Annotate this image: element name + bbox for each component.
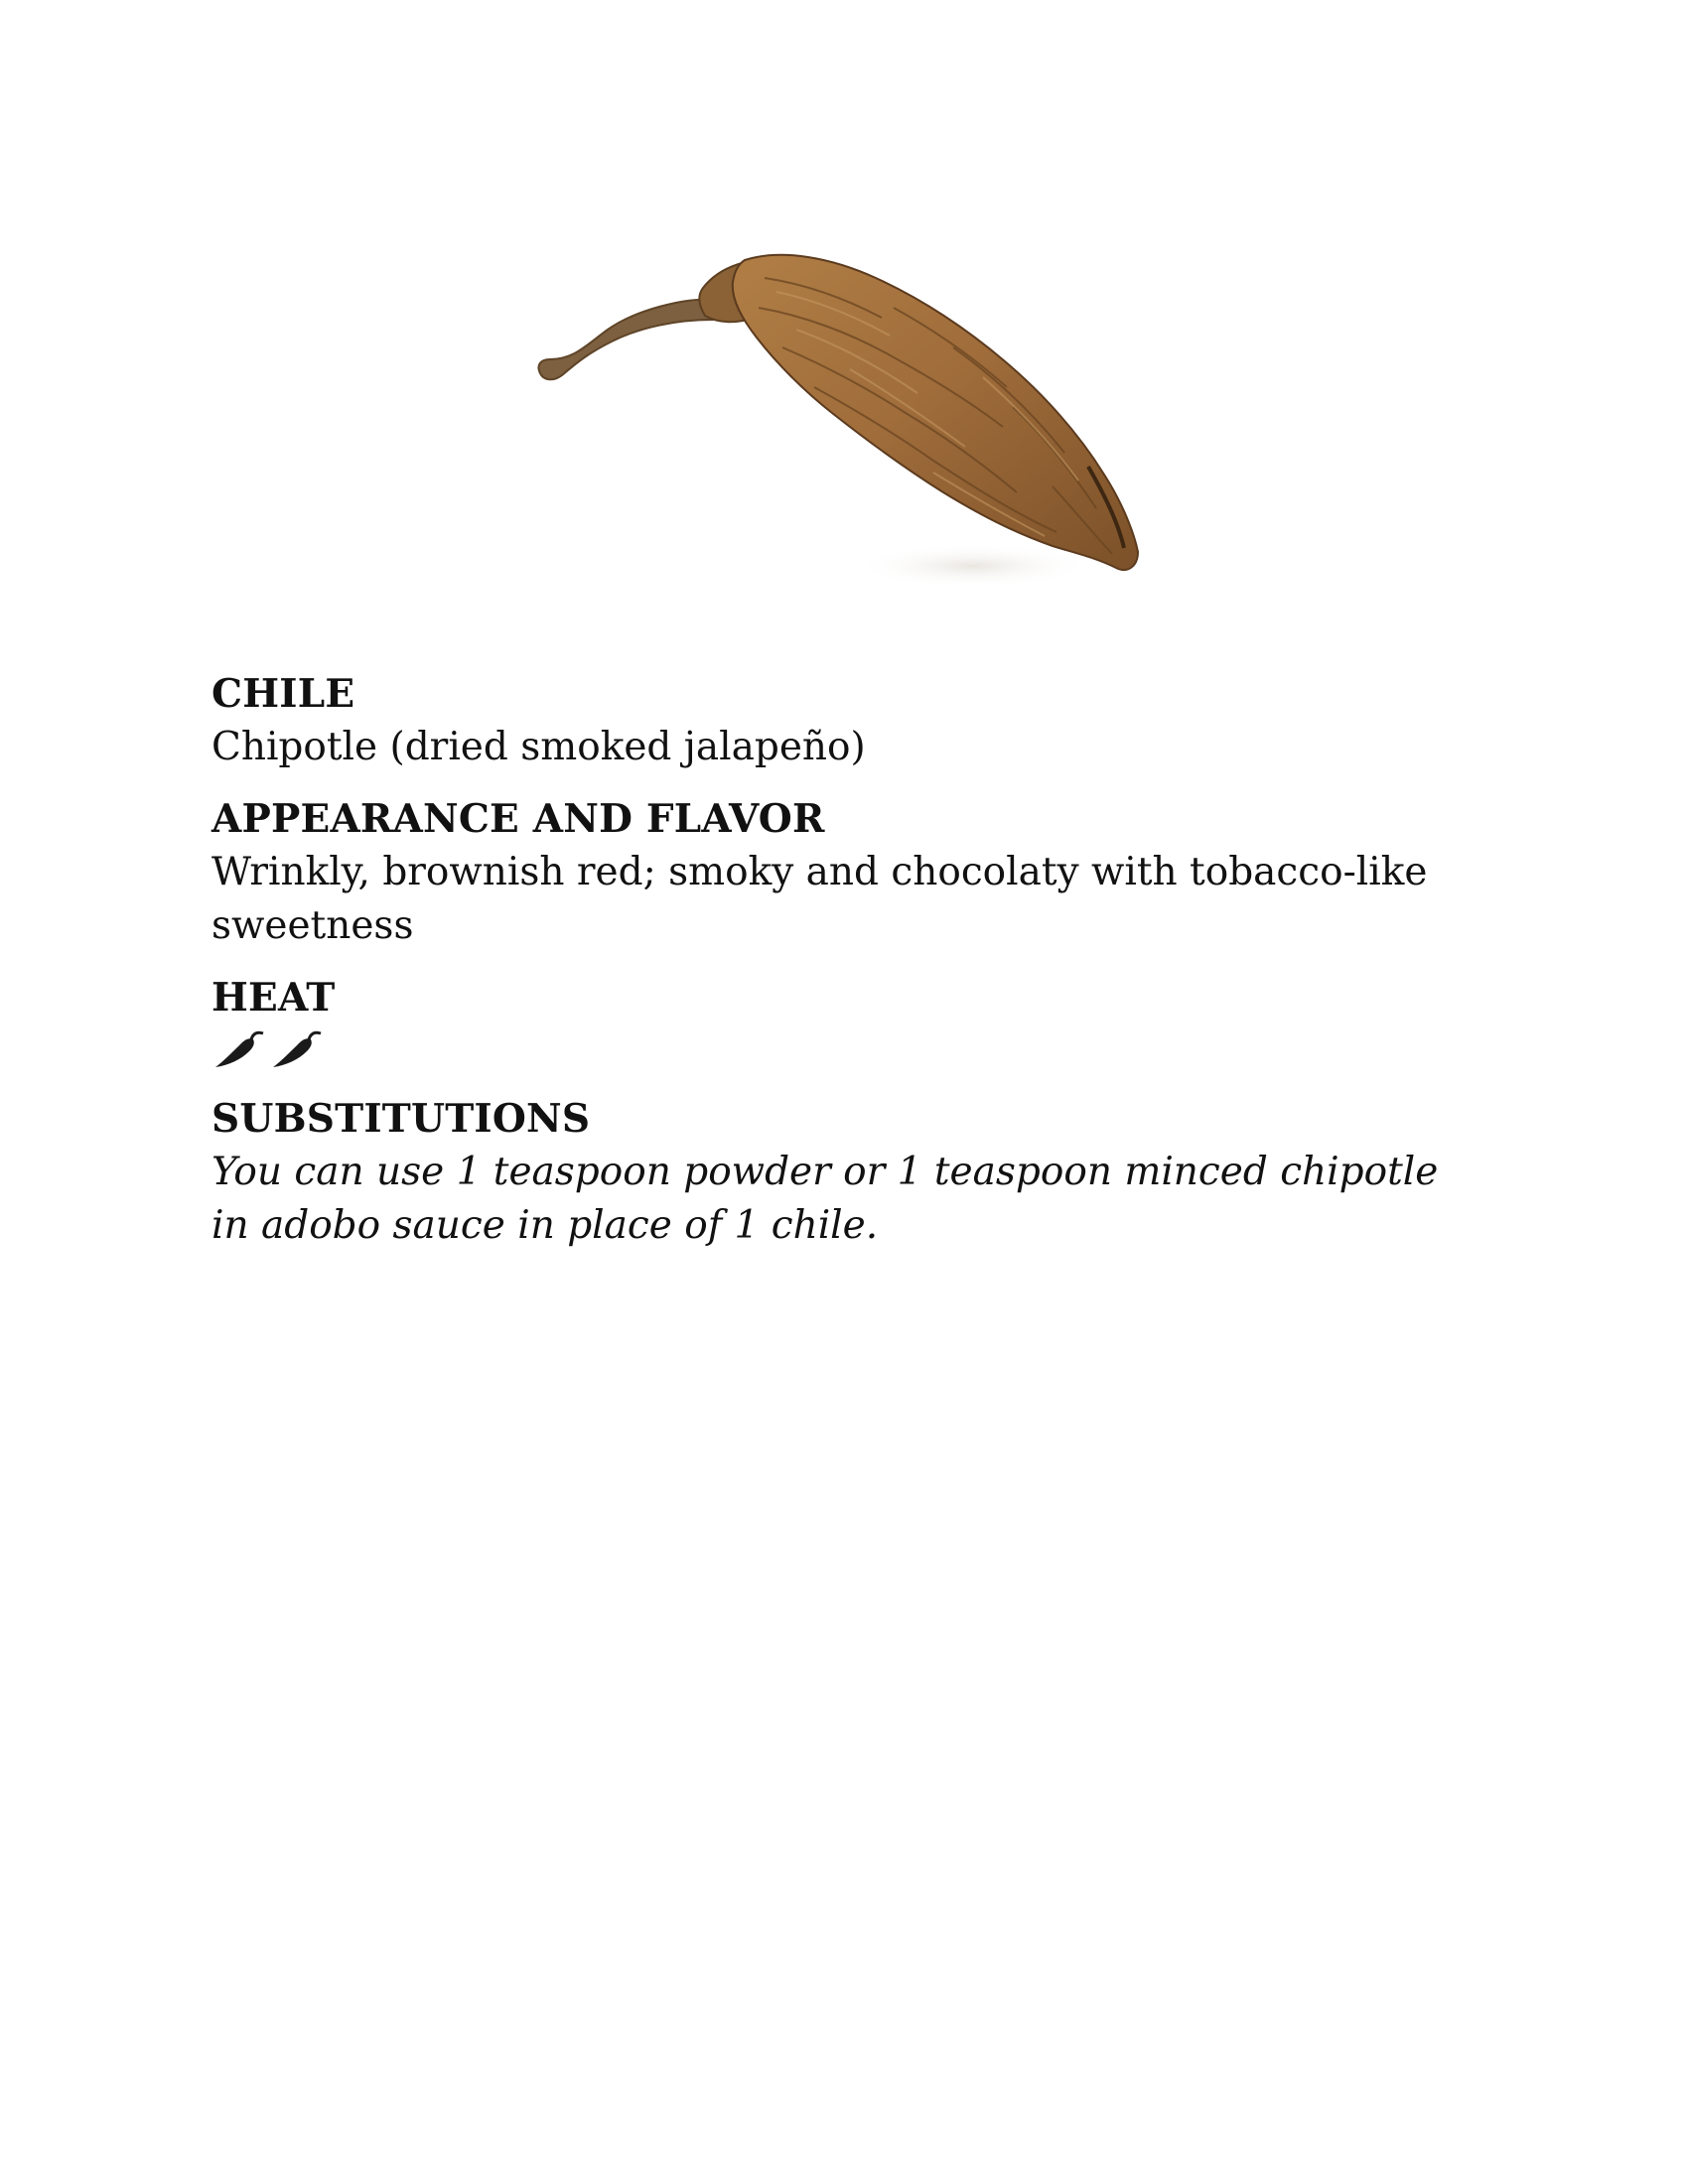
chipotle-chile-photo bbox=[516, 238, 1172, 596]
appearance-label: APPEARANCE AND FLAVOR bbox=[211, 796, 825, 842]
chile-section bbox=[211, 667, 1463, 774]
substitutions-section bbox=[211, 1092, 1463, 1253]
substitutions-text: You can use 1 teaspoon powder or 1 teaspoon minced chipotle in adobo sauce in place of 1 chile. bbox=[211, 1150, 1439, 1248]
appearance-description: Wrinkly, brownish red; smoky and chocolaty with tobacco-like sweetness bbox=[211, 850, 1428, 948]
chile-name: Chipotle (dried smoked jalapeño) bbox=[211, 725, 866, 769]
chile-pepper-icon bbox=[211, 1027, 265, 1071]
substitutions-label: SUBSTITUTIONS bbox=[211, 1096, 591, 1142]
appearance-section bbox=[211, 792, 1463, 953]
chile-pepper-icon bbox=[269, 1027, 323, 1071]
heat-label: HEAT bbox=[211, 975, 336, 1021]
heat-section bbox=[211, 971, 1463, 1074]
chile-info bbox=[211, 667, 1463, 1271]
heat-rating bbox=[211, 1024, 1463, 1074]
chile-label: CHILE bbox=[211, 671, 355, 717]
